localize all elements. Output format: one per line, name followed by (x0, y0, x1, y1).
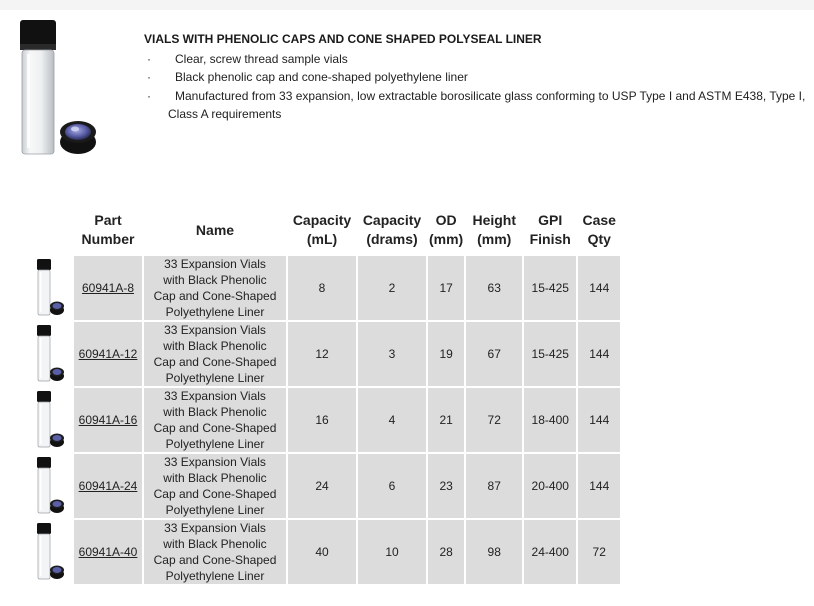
intro-title: VIALS WITH PHENOLIC CAPS AND CONE SHAPED POLYSEAL LINER (144, 32, 542, 46)
cell-od: 23 (428, 454, 464, 518)
feature-text: Manufactured from 33 expansion, low extractable borosilicate glass conforming to USP Type I and ASTM E438, Type I, (175, 88, 806, 103)
cell-case-qty: 144 (578, 388, 620, 452)
cell-height: 72 (466, 388, 522, 452)
cell-part-number (74, 322, 142, 386)
feature-item (144, 50, 812, 69)
product-intro (144, 30, 812, 124)
table-row (24, 454, 620, 518)
header-capacity-ml: Capacity (mL) (292, 212, 352, 247)
feature-text: Clear, screw thread sample vials (175, 51, 348, 66)
cell-capacity-ml: 12 (288, 322, 356, 386)
row-image[interactable] (24, 256, 72, 320)
row-image[interactable] (24, 388, 72, 452)
cell-capacity-drams: 3 (358, 322, 426, 386)
table-row (24, 388, 620, 452)
cell-gpi-finish: 18-400 (524, 388, 576, 452)
vial-thumbnail-icon (31, 456, 65, 516)
cell-gpi-finish: 20-400 (524, 454, 576, 518)
cell-part-number (74, 256, 142, 320)
cell-gpi-finish: 24-400 (524, 520, 576, 584)
feature-text-continuation: Class A requirements (168, 107, 282, 121)
table-header-row (24, 206, 620, 254)
cell-name: 33 Expansion Vials with Black Phenolic Cap and Cone-Shaped Polyethylene Liner (144, 520, 286, 584)
cell-capacity-ml: 40 (288, 520, 356, 584)
cell-capacity-drams: 10 (358, 520, 426, 584)
cell-capacity-drams: 4 (358, 388, 426, 452)
cell-height: 63 (466, 256, 522, 320)
cell-name: 33 Expansion Vials with Black Phenolic Cap and Cone-Shaped Polyethylene Liner (144, 388, 286, 452)
row-image[interactable] (24, 322, 72, 386)
vial-thumbnail-icon (31, 324, 65, 384)
cell-od: 19 (428, 322, 464, 386)
cell-case-qty: 144 (578, 454, 620, 518)
part-number-link[interactable]: 60941A-40 (78, 545, 138, 559)
vial-thumbnail-icon (31, 258, 65, 318)
cell-name: 33 Expansion Vials with Black Phenolic Cap and Cone-Shaped Polyethylene Liner (144, 454, 286, 518)
table-row (24, 256, 620, 320)
bullet-glyph: · (147, 88, 151, 103)
cell-case-qty: 72 (578, 520, 620, 584)
cell-case-qty: 144 (578, 322, 620, 386)
vial-thumbnail-icon (31, 522, 65, 582)
table-row (24, 322, 620, 386)
cell-height: 67 (466, 322, 522, 386)
cell-name: 33 Expansion Vials with Black Phenolic Cap and Cone-Shaped Polyethylene Liner (144, 256, 286, 320)
feature-item (144, 87, 812, 124)
cell-case-qty: 144 (578, 256, 620, 320)
products-table (22, 204, 622, 586)
cell-gpi-finish: 15-425 (524, 322, 576, 386)
cell-height: 98 (466, 520, 522, 584)
vial-with-cap-icon (16, 18, 106, 160)
header-height: Height (mm) (472, 212, 517, 247)
header-part-number: Part Number (81, 212, 135, 247)
cell-part-number (74, 454, 142, 518)
row-image[interactable] (24, 454, 72, 518)
cell-od: 28 (428, 520, 464, 584)
cell-part-number (74, 388, 142, 452)
header-image (24, 206, 72, 254)
cell-part-number (74, 520, 142, 584)
cell-od: 17 (428, 256, 464, 320)
feature-text: Black phenolic cap and cone-shaped polyethylene liner (175, 70, 468, 84)
header-name: Name (195, 221, 235, 238)
cell-capacity-drams: 6 (358, 454, 426, 518)
cell-od: 21 (428, 388, 464, 452)
cell-capacity-ml: 24 (288, 454, 356, 518)
header-case-qty: Case Qty (582, 212, 616, 247)
header-od: OD (mm) (429, 212, 464, 247)
table-row (24, 520, 620, 584)
cell-capacity-ml: 16 (288, 388, 356, 452)
part-number-link[interactable]: 60941A-12 (78, 347, 138, 361)
cell-capacity-drams: 2 (358, 256, 426, 320)
cell-height: 87 (466, 454, 522, 518)
bullet-glyph: · (147, 51, 151, 66)
cell-gpi-finish: 15-425 (524, 256, 576, 320)
part-number-link[interactable]: 60941A-8 (81, 281, 135, 295)
header-capacity-drams: Capacity (drams) (362, 212, 422, 247)
part-number-link[interactable]: 60941A-16 (78, 413, 138, 427)
cell-name: 33 Expansion Vials with Black Phenolic Cap and Cone-Shaped Polyethylene Liner (144, 322, 286, 386)
top-band (0, 0, 814, 10)
part-number-link[interactable]: 60941A-24 (78, 479, 138, 493)
feature-list (144, 50, 812, 124)
cell-capacity-ml: 8 (288, 256, 356, 320)
bullet-glyph: · (147, 70, 151, 84)
vial-thumbnail-icon (31, 390, 65, 450)
row-image[interactable] (24, 520, 72, 584)
header-gpi-finish: GPI Finish (529, 212, 571, 247)
feature-item (144, 68, 812, 87)
